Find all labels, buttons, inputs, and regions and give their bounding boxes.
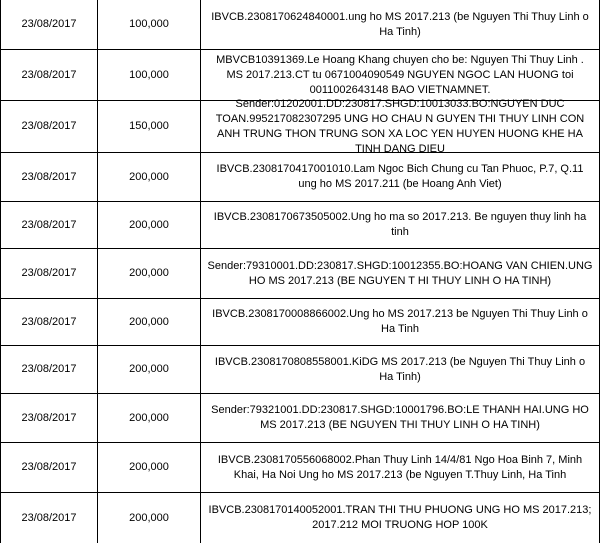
amount-cell: 100,000	[97, 50, 200, 100]
date-cell: 23/08/2017	[0, 493, 97, 543]
date-cell: 23/08/2017	[0, 394, 97, 442]
table-row	[0, 442, 600, 492]
table-row	[0, 49, 600, 100]
table-row	[0, 152, 600, 201]
description-text: IBVCB.2308170624840001.ung ho MS 2017.213 (be Nguyen Thi Thuy Linh o Ha Tinh)	[211, 10, 589, 38]
description-text: IBVCB.2308170008866002.Ung ho MS 2017.213 be Nguyen Thi Thuy Linh o Ha Tinh	[212, 308, 588, 335]
description-text: MBVCB10391369.Le Hoang Khang chuyen cho be: Nguyen Thi Thuy Linh . MS 2017.213.CT tu 0671004090549 NGUYEN NGOC LAN HUONG toi 0011002643148 BAO VIETNAMNET.	[216, 53, 584, 96]
amount-cell: 200,000	[97, 346, 200, 393]
table-row	[0, 97, 600, 155]
amount-cell: 200,000	[97, 443, 200, 492]
description-cell	[200, 0, 600, 49]
table-row	[0, 201, 600, 248]
date-cell: 23/08/2017	[0, 249, 97, 298]
description-text: IBVCB.2308170673505002.Ung ho ma so 2017.213. Be nguyen thuy linh ha tinh	[213, 211, 587, 238]
amount-cell: 200,000	[97, 299, 200, 345]
table-row	[0, 393, 600, 442]
table-row	[0, 298, 600, 345]
date-cell: 23/08/2017	[0, 50, 97, 100]
description-cell	[200, 50, 600, 100]
amount-cell: 200,000	[97, 249, 200, 298]
table-row	[0, 492, 600, 543]
amount-cell: 150,000	[97, 101, 200, 152]
amount-cell: 100,000	[97, 0, 200, 49]
amount-cell: 200,000	[97, 153, 200, 201]
table-row	[0, 0, 600, 49]
description-text: Sender:79321001.DD:230817.SHGD:10001796.BO:LE THANH HAI.UNG HO MS 2017.213 (BE NGUYEN THI THUY LINH O HA TINH)	[211, 404, 589, 431]
date-cell: 23/08/2017	[0, 299, 97, 345]
date-cell: 23/08/2017	[0, 202, 97, 248]
date-cell: 23/08/2017	[0, 443, 97, 492]
description-cell	[200, 299, 600, 345]
description-cell	[200, 97, 600, 155]
description-cell	[200, 153, 600, 201]
description-text: IBVCB.2308170417001010.Lam Ngoc Bich Chung cu Tan Phuoc, P.7, Q.11 ung ho MS 2017.211 (be Hoang Anh Viet)	[216, 163, 584, 190]
description-cell	[200, 394, 600, 442]
description-cell	[200, 346, 600, 393]
description-cell	[200, 493, 600, 543]
description-text: IBVCB.2308170808558001.KiDG MS 2017.213 (be Nguyen Thi Thuy Linh o Ha Tinh)	[214, 355, 586, 383]
description-cell	[200, 443, 600, 492]
description-cell	[200, 202, 600, 248]
amount-cell: 200,000	[97, 202, 200, 248]
description-cell	[200, 249, 600, 298]
date-cell: 23/08/2017	[0, 101, 97, 152]
date-cell: 23/08/2017	[0, 0, 97, 49]
description-text: IBVCB.2308170140052001.TRAN THI THU PHUONG UNG HO MS 2017.213; 2017.212 MOI TRUONG HOP 100K	[208, 504, 592, 531]
table-row	[0, 248, 600, 298]
amount-cell: 200,000	[97, 493, 200, 543]
date-cell: 23/08/2017	[0, 153, 97, 201]
description-text: Sender:01202001.DD:230817.SHGD:10013033.BO:NGUYEN DUC TOAN.995217082307295 UNG HO CHAU N GUYEN THI THUY LINH CON ANH TRUNG THON TRUNG SON XA LOC YEN HUYEN HUONG KHE HA TINH DANG DIEU	[215, 97, 585, 155]
date-cell: 23/08/2017	[0, 346, 97, 393]
amount-cell: 200,000	[97, 394, 200, 442]
table-row	[0, 345, 600, 393]
description-text: Sender:79310001.DD:230817.SHGD:10012355.BO:HOANG VAN CHIEN.UNG HO MS 2017.213 (BE NGUYEN T HI THUY LINH O HA TINH)	[207, 259, 593, 287]
description-text: IBVCB.2308170556068002.Phan Thuy Linh 14/4/81 Ngo Hoa Binh 7, Minh Khai, Ha Noi Ung ho MS 2017.213 (be Nguyen T.Thuy Linh, Ha Tinh	[217, 453, 583, 481]
